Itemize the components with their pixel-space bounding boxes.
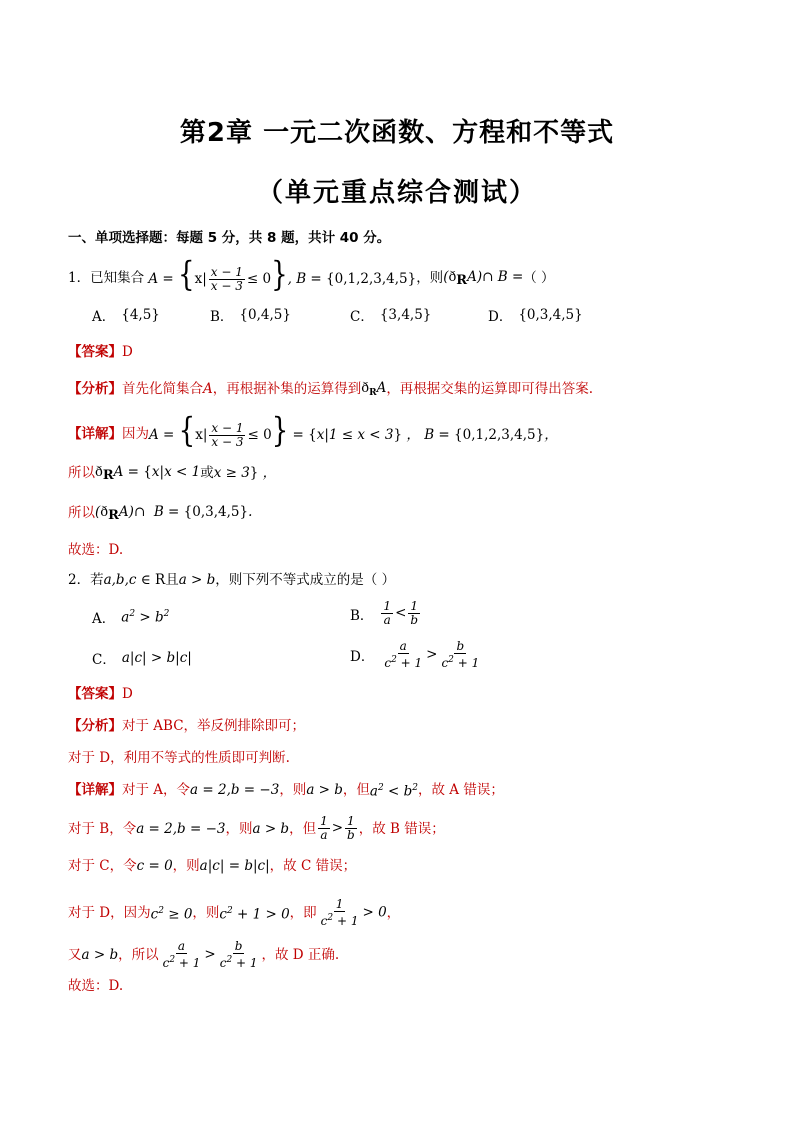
- q2-detail-c: 对于 C，令 c = 0 ，则 a|c| = b|c| ，故 C 错误；: [68, 858, 357, 874]
- q1-stem-mid: ，则: [416, 269, 444, 286]
- q1-detail-formula: A = {x| $\frac{x - 1}{x - 3}$ ≤ 0} = {x|1 ≤ x < 3} ， B = {0,1,2,3,4,5}，: [149, 411, 558, 451]
- q2-detail-e: 又 a > b ，所以 $\frac{a}{c^2 + 1}$ > $\frac{b}{c^2 + 1}$ ，故 D 正确.: [68, 939, 340, 970]
- q1-complement-result: ðRA = {x|x < 1: [95, 464, 201, 483]
- page-subtitle: （单元重点综合测试）: [256, 178, 537, 208]
- q1-option-a[interactable]: A． {4,5}: [92, 307, 160, 325]
- q1-intersection-result: (ðRA)∩ B = {0,3,4,5}.: [95, 504, 253, 523]
- q1-stem-suffix: （ ）: [523, 269, 555, 286]
- q2-option-d[interactable]: D． $\frac{a}{c^2 + 1}$ > $\frac{b}{c^2 + 1}$: [350, 639, 480, 670]
- set-a-symbol: A: [203, 381, 213, 397]
- q1-stem: [68, 255, 555, 295]
- q1-analysis: 【分析】 首先化简集合 A ，再根据补集的运算得到 $ð_RA$ ，再根据交集的运算即可得出答案.: [68, 380, 594, 398]
- q2-detail-a: 【详解】 对于 A，令 a = 2,b = −3 ，则 a > b ，但 $a^2 < b^2$ ，故 A 错误；: [68, 781, 504, 800]
- q2-option-a[interactable]: A． $a^2 > b^2$: [92, 608, 170, 627]
- q1-option-b[interactable]: B． {0,4,5}: [210, 307, 291, 325]
- q2-analysis: 【分析】 对于 ABC，举反例排除即可；: [68, 718, 306, 734]
- complement-symbol: $ð_RA$: [361, 380, 387, 398]
- q2-stem: 2． 若 a,b,c ∈ R 且 a > b ，则下列不等式成立的是（ ）: [68, 572, 396, 588]
- q2-detail-d: 对于 D，因为 $c^2 \ge 0$ ，则 $c^2 + 1 > 0$ ，即 $\frac{1}{c^2 + 1}$ > 0 ，: [68, 897, 401, 928]
- q1-set-a-formula: A = {x| $\frac{x - 1}{x - 3}$ ≤ 0}, B = {0,1,2,3,4,5}: [144, 255, 417, 295]
- answer-tag: 【答案】: [68, 344, 122, 360]
- q1-detail-2: 所以 ðRA = {x|x < 1 或 x ≥ 3} ，: [68, 464, 277, 483]
- q1-option-c[interactable]: C． {3,4,5}: [350, 307, 432, 325]
- section-heading: 一、单项选择题：每题 5 分，共 8 题，共计 40 分。: [68, 230, 391, 246]
- detail-tag: 【详解】: [68, 425, 122, 442]
- q1-option-d[interactable]: D． {0,3,4,5}: [488, 307, 583, 325]
- q1-detail-3: 所以 (ðRA)∩ B = {0,3,4,5}.: [68, 504, 253, 523]
- answer-value: D: [122, 344, 133, 360]
- q2-answer: 【答案】 D: [68, 686, 133, 702]
- q1-detail-1: 【详解】 因为 A = {x| $\frac{x - 1}{x - 3}$ ≤ 0} = {x|1 ≤ x < 3} ， B = {0,1,2,3,4,5}，: [68, 411, 558, 451]
- q1-answer: [68, 342, 133, 362]
- q1-stem-prefix: 已知集合: [90, 269, 145, 286]
- q2-option-c[interactable]: C． a|c| > b|c|: [92, 650, 192, 668]
- q2-number: 2．: [68, 572, 91, 588]
- q2-analysis-2: 对于 D，利用不等式的性质即可判断.: [68, 750, 290, 766]
- q2-detail-b: 对于 B，令 a = 2,b = −3 ，则 a > b ，但 $\frac{1}{a}$ > $\frac{1}{b}$ ，故 B 错误；: [68, 814, 445, 842]
- q1-complement-formula: (ðRA)∩ B =: [443, 269, 524, 288]
- analysis-tag: 【分析】: [68, 381, 122, 397]
- q2-conclusion: 故选：D.: [68, 978, 124, 994]
- q2-option-b[interactable]: B． $\frac{1}{a}$ < $\frac{1}{b}$: [350, 599, 419, 627]
- q1-number: 1．: [68, 269, 91, 286]
- q1-conclusion: 故选：D.: [68, 542, 124, 558]
- page-title: 第2章 一元二次函数、方程和不等式: [179, 118, 615, 148]
